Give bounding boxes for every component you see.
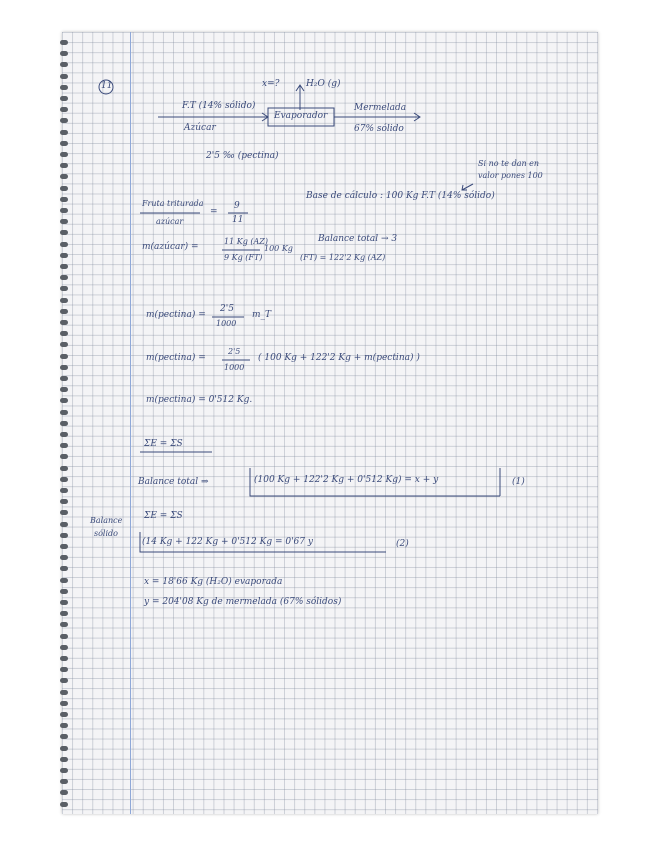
sigma-equation: ΣE = ΣS — [144, 439, 183, 449]
ratio-value-den: 11 — [232, 215, 244, 225]
ratio-numerator: Fruta triturada — [142, 199, 204, 208]
sugar-mass-num: 11 Kg (AZ) — [224, 237, 268, 246]
water-label: H₂O (g) — [306, 79, 341, 89]
water-out-label: x=? — [262, 79, 280, 89]
ratio-denominator: azúcar — [156, 217, 184, 226]
equation-tag-1: (1) — [512, 477, 525, 487]
balance-solid-expr: (14 Kg + 122 Kg + 0'512 Kg = 0'67 y — [142, 537, 313, 547]
ratio-equals: = — [210, 207, 218, 217]
pectin1-den: 1000 — [216, 319, 237, 328]
sugar-label: Azúcar — [184, 123, 216, 133]
evaporator-label: Evaporador — [274, 111, 328, 121]
sugar-mass-mult: 100 Kg — [264, 244, 293, 253]
sugar-mass-den: 9 Kg (FT) — [224, 253, 263, 262]
balance-solid-side-1: Balance — [90, 516, 123, 525]
pectin2-den: 1000 — [224, 363, 245, 372]
result-x: x = 18'66 Kg (H₂O) evaporada — [144, 577, 283, 587]
equation-tag-2: (2) — [396, 539, 409, 549]
sugar-mass-result: (FT) = 122'2 Kg (AZ) — [300, 253, 386, 262]
aside-line-2: valor pones 100 — [478, 171, 543, 180]
basis-text: Base de cálculo : 100 Kg F.T (14% sólido) — [306, 191, 495, 201]
ratio-value-num: 9 — [234, 201, 240, 211]
pectin2-lhs: m(pectina) = — [146, 353, 206, 363]
balance-total-label: Balance total ⇒ — [138, 477, 209, 487]
product-label: Mermelada — [354, 103, 407, 113]
balance-total-expr: (100 Kg + 122'2 Kg + 0'512 Kg) = x + y — [254, 475, 439, 485]
balance-total-note: Balance total → 3 — [318, 234, 398, 244]
aside-line-1: Si no te dan en — [478, 159, 540, 168]
result-y: y = 204'08 Kg de mermelada (67% sólidos) — [144, 597, 342, 607]
pectin2-num: 2'5 — [228, 347, 241, 356]
pectin1-rhs: m_T — [252, 310, 272, 320]
pectin3-result: m(pectina) = 0'512 Kg. — [146, 395, 253, 405]
pectin1-lhs: m(pectina) = — [146, 310, 206, 320]
product-pct-label: 67% sólido — [354, 124, 404, 134]
sugar-mass-lhs: m(azúcar) = — [142, 242, 199, 252]
pectin-pct-label: 2'5 ‰ (pectina) — [206, 151, 279, 161]
balance-solid-side-2: sólido — [94, 529, 118, 538]
pectin2-rhs: ( 100 Kg + 122'2 Kg + m(pectina) ) — [258, 353, 420, 363]
pectin1-num: 2'5 — [220, 304, 234, 314]
feed-label: F.T (14% sólido) — [182, 101, 256, 111]
aside-arrow — [462, 184, 473, 190]
problem-number: 11 — [101, 81, 113, 91]
sigma-equation-2: ΣE = ΣS — [144, 511, 183, 521]
